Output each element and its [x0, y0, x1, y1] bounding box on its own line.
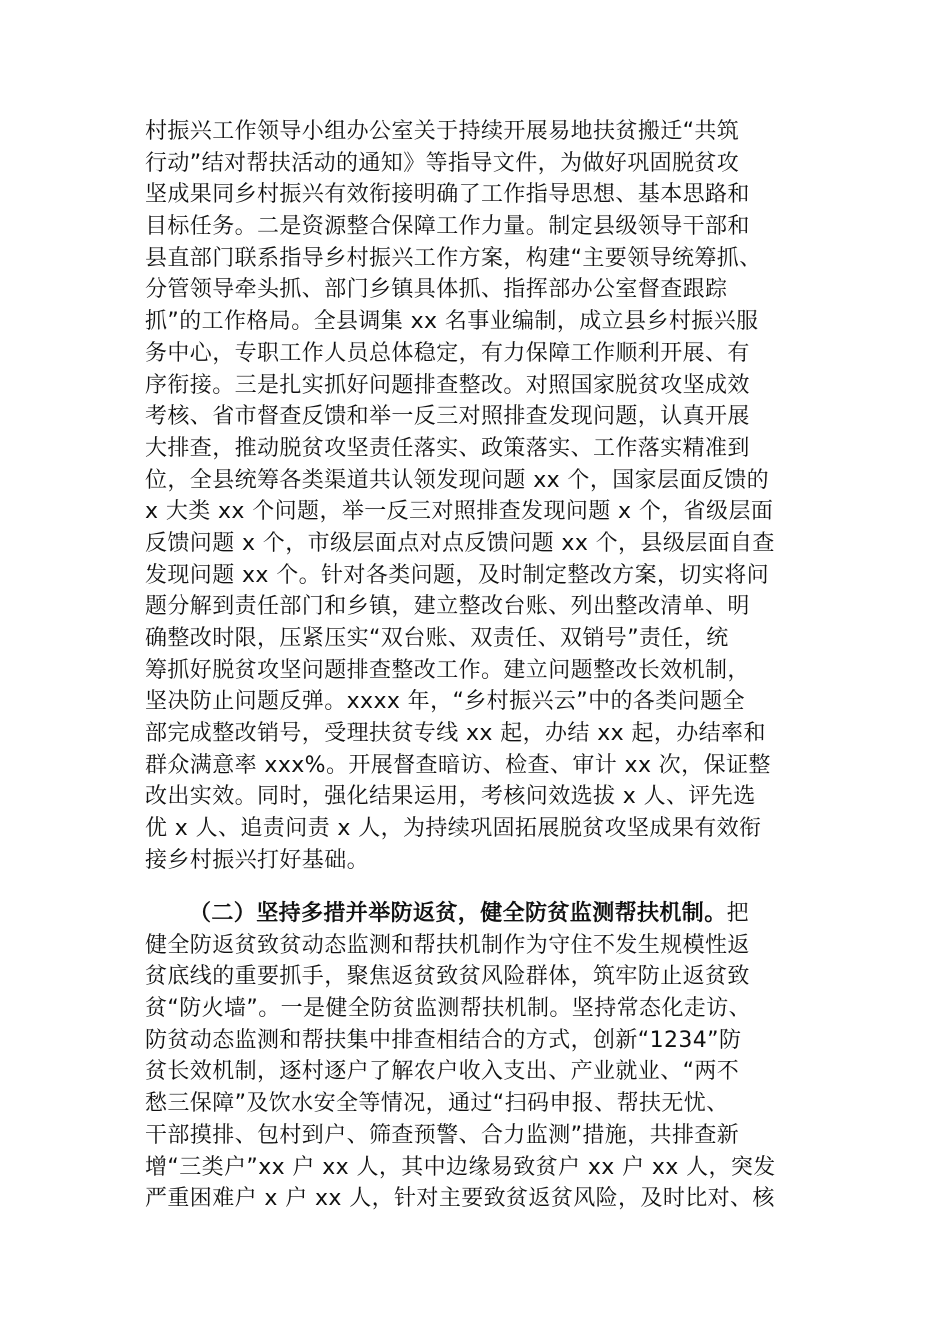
paragraph-line: 健全防返贫致贫动态监测和帮扶机制作为守住不发生规模性返 — [145, 932, 750, 958]
paragraph-line: 部完成整改销号，受理扶贫专线 xx 起，办结 xx 起，办结率和 — [145, 721, 766, 747]
paragraph-line: 愁三保障”及饮水安全等情况，通过“扫码申报、帮扶无忧、 — [145, 1091, 729, 1117]
heading-continuation: 把 — [726, 901, 750, 926]
paragraph-line: 行动”结对帮扶活动的通知》等指导文件，为做好巩固脱贫攻 — [145, 150, 740, 176]
paragraph-line: 干部摸排、包村到户、筛查预警、合力监测”措施，共排查新 — [145, 1122, 740, 1148]
paragraph-line: 县直部门联系指导乡村振兴工作方案，构建“主要领导统筹抓、 — [145, 245, 762, 271]
paragraph-line: 贫底线的重要抓手，聚焦返贫致贫风险群体，筑牢防止返贫致 — [145, 964, 750, 990]
section-heading: （二）坚持多措并举防返贫，健全防贫监测帮扶机制。 — [189, 901, 727, 926]
paragraph-line: 务中心，专职工作人员总体稳定，有力保障工作顺利开展、有 — [145, 340, 750, 366]
paragraph-line: 位，全县统筹各类渠道共认领发现问题 xx 个，国家层面反馈的 — [145, 467, 770, 493]
paragraph-line: 坚决防止问题反弹。xxxx 年，“乡村振兴云”中的各类问题全 — [145, 689, 745, 715]
paragraph-line: 坚成果同乡村振兴有效衔接明确了工作指导思想、基本思路和 — [145, 182, 750, 208]
paragraph-line: 接乡村振兴打好基础。 — [145, 847, 370, 873]
paragraph-line: 优 x 人、追责问责 x 人，为持续巩固拓展脱贫攻坚成果有效衔 — [145, 816, 762, 842]
paragraph-line: 村振兴工作领导小组办公室关于持续开展易地扶贫搬迁“共筑 — [145, 119, 740, 144]
paragraph-line: 严重困难户 x 户 xx 人，针对主要致贫返贫风险，及时比对、核 — [145, 1186, 775, 1212]
paragraph-line: 改出实效。同时，强化结果运用，考核问效选拔 x 人、评先选 — [145, 784, 756, 810]
paragraph-line: 抓”的工作格局。全县调集 xx 名事业编制，成立县乡村振兴服 — [145, 309, 759, 335]
paragraph-line: 贫长效机制，逐村逐户了解农户收入支出、产业就业、“两不 — [145, 1059, 740, 1085]
paragraph-line: 确整改时限，压紧压实“双台账、双责任、双销号”责任，统 — [145, 626, 729, 651]
paragraph-line: 大排查，推动脱贫攻坚责任落实、政策落实、工作落实精准到 — [145, 435, 750, 461]
paragraph-line: 目标任务。二是资源整合保障工作力量。制定县级领导干部和 — [145, 214, 750, 240]
paragraph-2 — [145, 898, 805, 1215]
paragraph-line: 贫“防火墙”。一是健全防贫监测帮扶机制。坚持常态化走访、 — [145, 996, 751, 1022]
paragraph-line: 序衔接。三是扎实抓好问题排查整改。对照国家脱贫攻坚成效 — [145, 372, 750, 398]
paragraph-line: 增“三类户”xx 户 xx 人，其中边缘易致贫户 xx 户 xx 人，突发 — [145, 1154, 776, 1180]
paragraph-line: 筹抓好脱贫攻坚问题排查整改工作。建立问题整改长效机制， — [145, 657, 750, 683]
paragraph-line: 防贫动态监测和帮扶集中排查相结合的方式，创新“1234”防 — [145, 1027, 742, 1053]
paragraph-line: 发现问题 xx 个。针对各类问题，及时制定整改方案，切实将问 — [145, 562, 770, 588]
paragraph-line: 题分解到责任部门和乡镇，建立整改台账、列出整改清单、明 — [145, 594, 750, 620]
paragraph-first-line — [145, 898, 805, 930]
paragraph-line: x 大类 xx 个问题，举一反三对照排查发现问题 x 个，省级层面 — [145, 499, 774, 525]
paragraph-line: 考核、省市督查反馈和举一反三对照排查发现问题，认真开展 — [145, 404, 750, 430]
paragraph-1 — [145, 116, 805, 877]
paragraph-line: 分管领导牵头抓、部门乡镇具体抓、指挥部办公室督查跟踪 — [145, 277, 728, 303]
paragraph-line: 群众满意率 xxx%。开展督查暗访、检查、审计 xx 次，保证整 — [145, 752, 771, 778]
paragraph-line: 反馈问题 x 个，市级层面点对点反馈问题 xx 个，县级层面自查 — [145, 530, 775, 556]
